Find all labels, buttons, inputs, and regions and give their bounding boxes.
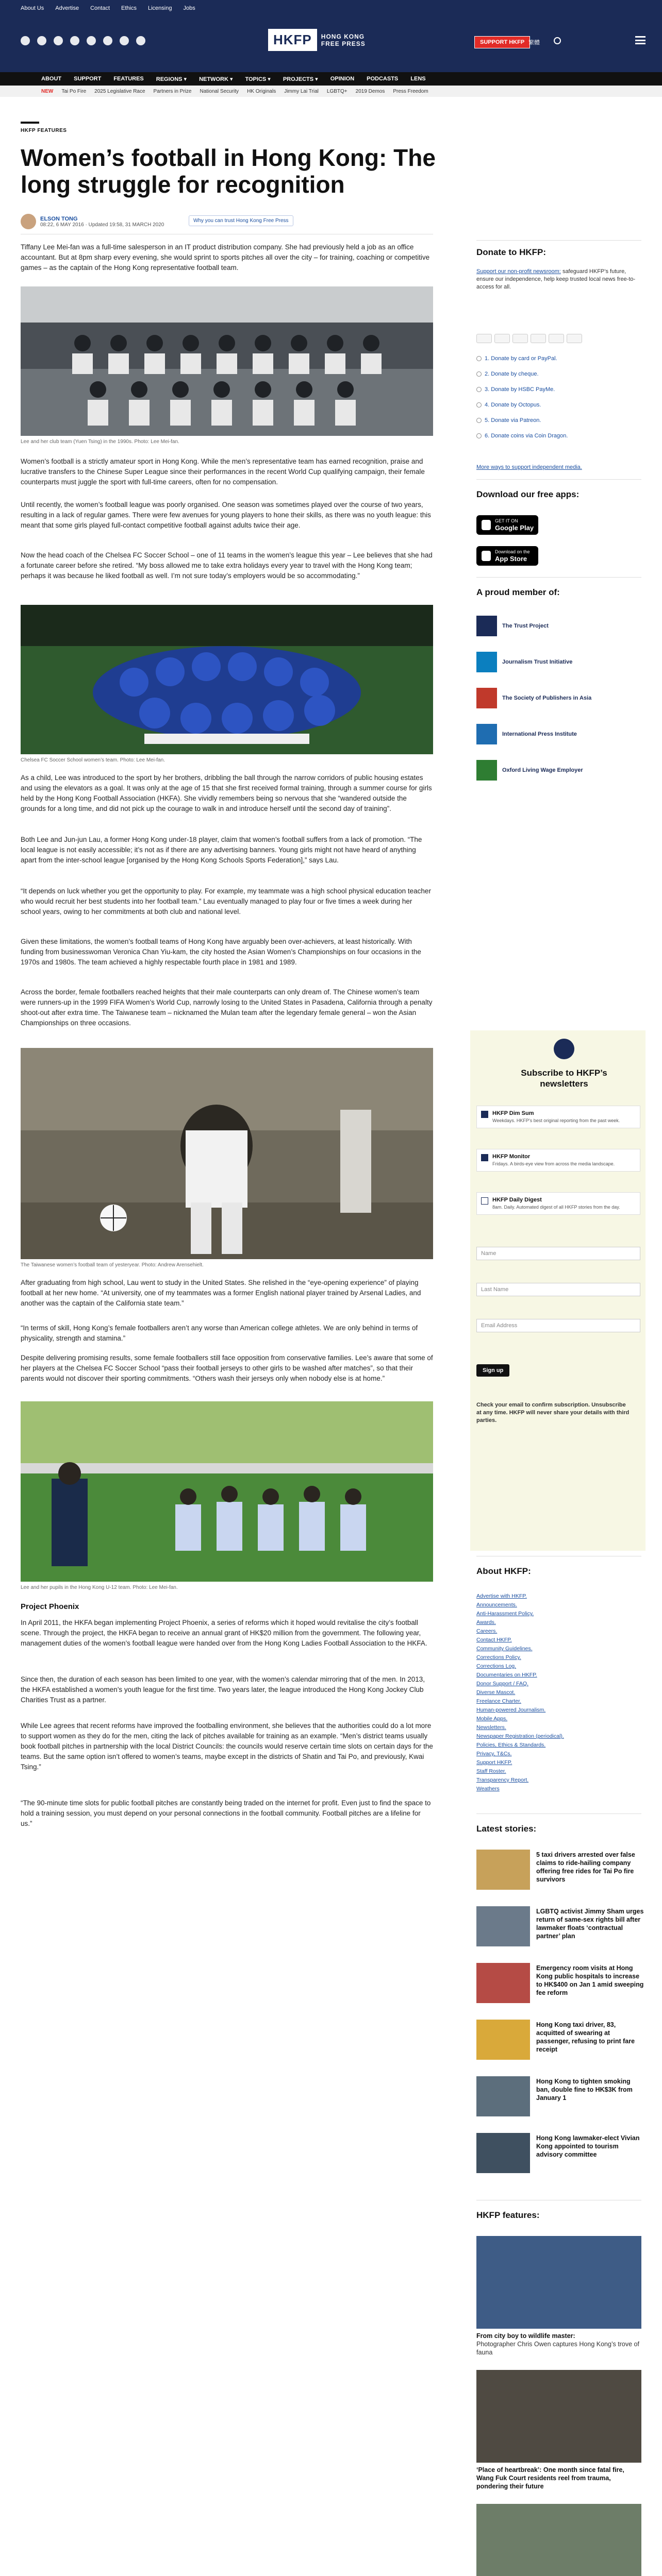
article-headline: Women’s football in Hong Kong: The long struggle for recognition [21,144,436,198]
article-paragraph: Tiffany Lee Mei-fan was a full-time salesperson in an IT product distribution company. She had previously held a job as an office accountant. But at 8pm sharp every evening, she would sprint to sports pitches all over the city – for training, coaching or competitive games – as the captain of the Hong Kong representative football team. [21,243,430,272]
ticker-item[interactable]: LGBTQ+ [326,88,347,94]
trust-project-icon [476,616,497,636]
feature-image [476,2236,641,2329]
article-paragraph: Until recently, the women’s football league was poorly organised. One season was sometimes played over the course of two years, resulting in a lack of regular games. There were few avenues for young players to hone their skills, as there was no youth league: this meant that some girls played full-contact competitive football against adults twice their age. [21,501,431,529]
newsletter-option-desc: Fridays. A birds-eye view from across the media landscape. [492,1161,615,1166]
section-subheading: Project Phoenix [21,1602,79,1611]
publish-date: 08:22, 6 MAY 2016 · Updated 19:58, 31 MARCH 2020 [40,222,164,228]
living-wage-logo[interactable] [476,757,631,783]
story-thumbnail [476,2076,530,2116]
about-link[interactable]: Diverse Mascot. [476,1689,516,1696]
app-store-label: App Store [495,555,527,563]
author-name[interactable]: ELSON TONG [40,215,78,222]
story-title: Hong Kong taxi driver, 83, acquitted of swearing at passenger, refusing to print fare receipt [536,2021,635,2053]
threads-icon[interactable] [70,36,79,45]
name-input[interactable]: Name [476,1247,640,1260]
article-paragraph: Given these limitations, the women’s football teams of Hong Kong have arguably been over-achievers, at least historically. With funding from businesswoman Veronica Chan Yiu-kam, the city hosted the Asian Women’s Championships on four occasions in the 1970s and 1980s. The team achieved a highly respectable fourth place in 1981 and 1989. [21,938,421,966]
published-date: 08:22, 6 MAY 2016 [40,222,84,228]
newsletter-option-digest[interactable] [476,1192,640,1215]
story-thumbnail [476,1963,530,2003]
about-link[interactable]: Transparency Report. [476,1777,529,1783]
payment-methods [476,334,582,343]
about-link[interactable]: Newspaper Registration (periodical). [476,1733,564,1739]
google-play-icon [482,520,491,530]
nav-podcasts[interactable]: PODCASTS [367,76,399,82]
top-link-about[interactable]: About Us [21,5,44,11]
donate-option-label: 2. Donate by cheque. [485,371,539,377]
main-nav [0,72,662,86]
ticker-item[interactable]: 2019 Demos [355,88,385,94]
article-paragraph: As a child, Lee was introduced to the sport by her brothers, dribbling the ball through the narrow corridors of public housing estates and using the elevators as a goal. It was only at the age of 15 that she first received formal training, through a summer course for girls held by the Hong Kong Football Association (HKFA). She vividly remembers being so nervous that she “wandered outside the grounds for a long time, and did not pick up the courage to walk in and introduce herself until the second day of training”. [21,774,432,812]
story-title: Hong Kong lawmaker-elect Vivian Kong appointed to tourism advisory committee [536,2134,640,2158]
top-link-licensing[interactable]: Licensing [148,5,172,11]
newsletter-option-title: HKFP Daily Digest [492,1197,542,1203]
about-link[interactable]: Freelance Charter. [476,1698,521,1704]
donate-blurb-link[interactable]: Support our non-profit newsroom: [476,268,561,275]
amex-icon [512,334,528,343]
feature-image [476,2504,641,2576]
about-link[interactable]: Contact HKFP. [476,1637,512,1643]
latest-story[interactable] [476,1963,647,2009]
nav-about[interactable]: ABOUT [41,76,62,82]
checkbox-checked-icon[interactable] [481,1154,488,1161]
story-title: 5 taxi drivers arrested over false claims to ride-hailing company offering free rides for Tai Po fire survivors [536,1851,635,1883]
about-link[interactable]: Donor Support / FAQ. [476,1681,528,1687]
team-photo-1990s [21,286,433,436]
photo-caption: Lee and her club team (Yuen Tsing) in the 1990s. Photo: Lee Mei-fan. [21,439,179,445]
newsletter-option-desc: Weekdays. HKFP’s best original reporting from the past week. [492,1118,620,1123]
checkbox-checked-icon[interactable] [481,1111,488,1118]
divider [476,479,641,480]
donate-blurb-text: safeguard HKFP’s future, ensure our independence, help keep trusted local news free-to-access for all. [476,268,636,290]
apple-icon [482,551,491,561]
about-link[interactable]: Community Guidelines. [476,1646,533,1652]
ticker-item[interactable]: National Security [200,88,239,94]
story-thumbnail [476,2133,530,2173]
logo-words [321,33,366,47]
top-link-advertise[interactable]: Advertise [55,5,79,11]
story-thumbnail [476,1850,530,1890]
about-link[interactable]: Support HKFP. [476,1759,512,1766]
support-hkfp-button[interactable]: SUPPORT HKFP [474,36,530,48]
photo-caption: The Taiwanese women’s football team of yesteryear. Photo: Andrew Arensehielt. [21,1262,204,1268]
about-link[interactable]: Corrections Log. [476,1663,517,1669]
octopus-icon [476,402,482,408]
donate-option-payme[interactable] [476,386,641,393]
sopa-logo[interactable] [476,685,631,711]
ticker-item[interactable]: HK Originals [247,88,276,94]
about-link[interactable]: Policies, Ethics & Standards. [476,1742,546,1748]
ticker-item[interactable]: Press Freedom [393,88,428,94]
checkbox-unchecked-icon[interactable] [481,1197,488,1205]
jti-icon [476,652,497,672]
kicker-divider [21,122,39,124]
email-input[interactable]: Email Address [476,1319,640,1332]
newsletter-heading: Subscribe to HKFP’s newsletters [521,1068,607,1089]
ticker-item[interactable]: Jimmy Lai Trial [284,88,319,94]
about-link[interactable]: Weathers [476,1786,500,1792]
newsletter-option-desc: 8am. Daily. Automated digest of all HKFP stories from the day. [492,1205,620,1210]
social-links [21,36,145,45]
payme-icon [476,387,482,392]
google-play-button[interactable] [476,515,538,535]
patreon-icon [476,418,482,423]
newsletter-option-title: HKFP Dim Sum [492,1110,534,1116]
newsletter-option-title: HKFP Monitor [492,1154,531,1160]
logo-word-2: FREE PRESS [321,40,366,47]
instagram-icon[interactable] [54,36,63,45]
byline [21,210,164,233]
site-logo[interactable] [268,29,366,51]
story-title: Emergency room visits at Hong Kong public hospitals to increase to HK$400 on Jan 1 amid sweeping fee reform [536,1964,644,1996]
paypal-icon [531,334,546,343]
app-store-button[interactable] [476,546,538,566]
article-paragraph: Both Lee and Jun-jun Lau, a former Hong Kong under-18 player, claim that women’s football suffers from a lack of promotion. “The local league is not easily accessible; it’s not as if there are any advertising banners. Young girls might not have heard of anything apart from the inter-school league [organised by the Hong Kong Schools Sports Federation],” says Lau. [21,836,422,864]
x-twitter-icon[interactable] [37,36,46,45]
taiwanese-team-photo [21,1048,433,1259]
topic-ticker [0,86,662,97]
ticker-item[interactable]: Tai Po Fire [61,88,87,94]
latest-story[interactable] [476,1850,647,1896]
donate-option-patreon[interactable] [476,417,641,423]
about-link[interactable]: Anti-Harassment Policy. [476,1611,534,1617]
jti-logo[interactable] [476,649,631,675]
ipi-icon [476,724,497,744]
language-toggle[interactable]: 繁體 [528,40,540,46]
signup-button[interactable]: Sign up [476,1364,509,1377]
nav-network[interactable]: NETWORK ▾ [199,76,233,82]
member-name: Journalism Trust Initiative [502,659,573,665]
about-link[interactable]: Staff Roster. [476,1768,506,1774]
article-category[interactable]: HKFP FEATURES [21,128,67,133]
donate-heading: Donate to HKFP: [476,247,547,257]
about-heading: About HKFP: [476,1566,531,1576]
photo-caption: Lee and her pupils in the Hong Kong U-12 team. Photo: Lee Mei-fan. [21,1585,178,1590]
why-trust-link[interactable]: Why you can trust Hong Kong Free Press [189,215,293,226]
nav-support[interactable]: SUPPORT [74,76,102,82]
feature-title: From city boy to wildlife master: [476,2332,575,2340]
nav-topics[interactable]: TOPICS ▾ [245,76,271,82]
donate-option-label: 5. Donate via Patreon. [485,417,541,423]
story-title: LGBTQ activist Jimmy Sham urges return of same-sex rights bill after lawmaker floats ‘contractual partner’ plan [536,1908,644,1940]
top-links [21,5,195,11]
nav-opinion[interactable]: OPINION [330,76,355,82]
app-store-small: Download on the [495,549,530,554]
member-name: Oxford Living Wage Employer [502,767,583,773]
story-thumbnail [476,2020,530,2060]
about-link[interactable]: Announcements. [476,1602,517,1608]
logo-word-1: HONG KONG [321,32,365,40]
article-paragraph: “The 90-minute time slots for public football pitches are constantly being traded on the internet for profit. Even just to find the space to hold a training session, you must depend on your personal connections in the football community. Football pitches are a lifeline for us.” [21,1799,431,1827]
about-link[interactable]: Advertise with HKFP. [476,1593,527,1599]
more-ways-link[interactable] [476,464,641,471]
member-heading: A proud member of: [476,587,560,597]
donate-option-label: 4. Donate by Octopus. [485,402,541,408]
ticker-item[interactable]: 2025 Legislative Race [94,88,145,94]
card-icon [476,356,482,361]
rss-icon[interactable] [136,36,145,45]
nav-regions[interactable]: REGIONS ▾ [156,76,187,82]
mastercard-icon [494,334,510,343]
ticker-new-label: NEW [41,88,54,94]
member-name: The Society of Publishers in Asia [502,695,592,701]
latest-story[interactable] [476,2076,647,2123]
telegram-icon[interactable] [103,36,112,45]
article-paragraph: “It depends on luck whether you get the opportunity to play. For example, my teammate was a high school physical education teacher who would recruit her best students into her football team.” Lau eventually managed to play four or five times a week during her school years, owing to her commitments at both club and national level. [21,887,431,916]
apps-heading: Download our free apps: [476,489,580,499]
facebook-icon[interactable] [21,36,30,45]
feature-image [476,2370,641,2463]
google-play-label: Google Play [495,524,534,532]
article-paragraph: In April 2011, the HKFA began implementing Project Phoenix, a series of reforms which it hoped would revitalise the city’s football scene. Through the project, the HKFA began to receive an annual grant of HK$20 million from the government. The following year, management duties of the women’s football league were handed over from the Hong Kong Ladies Football Association to the HKFA. [21,1619,427,1647]
feature-story[interactable] [476,2504,641,2576]
donate-blurb [476,268,641,291]
article-paragraph: “In terms of skill, Hong Kong’s female footballers aren’t any worse than American college athletes. We are only behind in terms of physicality, strength and stamina.” [21,1324,418,1342]
u12-team-photo [21,1401,433,1582]
latest-story[interactable] [476,2020,647,2066]
latest-heading: Latest stories: [476,1824,537,1834]
about-link[interactable]: Corrections Policy. [476,1654,521,1660]
latest-story[interactable] [476,1906,647,1953]
feature-subtitle: Photographer Chris Owen captures Hong Kong’s trove of fauna [476,2341,639,2356]
story-thumbnail [476,1906,530,1946]
about-link[interactable]: Mobile Apps. [476,1716,508,1722]
about-link[interactable]: Documentaries on HKFP. [476,1672,537,1678]
coin-icon [476,433,482,438]
story-title: Hong Kong to tighten smoking ban, double fine to HK$3K from January 1 [536,2078,633,2102]
about-link[interactable]: Human-powered Journalism. [476,1707,546,1713]
article-paragraph: Women’s football is a strictly amateur sport in Hong Kong. While the men’s representative team has earned recognition, praise and lucrative transfers to the Chinese Super League since their performances in the recent World Cup qualifying campaign, their female counterparts must juggle the sport with full-time careers, often for no compensation. [21,457,425,486]
article-paragraph: Across the border, female footballers reached heights that their male counterparts can only dream of. The Chinese women’s team were runners-up in the 1999 FIFA Women’s World Cup, narrowly losing to the United States in Pasadena, California through a penalty shoot-out after extra time. The Taiwanese team – nicknamed the Mulan team after the legendary female general – won the Asian Championships on three occasions. [21,988,433,1027]
nav-features[interactable]: FEATURES [113,76,144,82]
linkedin-icon[interactable] [120,36,129,45]
photo-caption: Chelsea FC Soccer School women’s team. Photo: Lee Mei-fan. [21,757,165,763]
visa-icon [476,334,492,343]
features-heading: HKFP features: [476,2210,540,2220]
article-paragraph: Despite delivering promising results, some female footballers still face opposition from conservative families. Lee’s aware that some of her players at the Chelsea FC Soccer School “pass their football jerseys to other girls to be washed after matches”, so that their parents would not discover their sporting commitments. “Others wash their jerseys only when nobody else is at home.” [21,1354,433,1382]
feature-story[interactable] [476,2236,641,2357]
living-wage-icon [476,760,497,781]
applepay-icon [549,334,564,343]
article-paragraph: Since then, the duration of each season has been limited to one year, with the women’s calendar mirroring that of the men. In 2013, the HKFA established a women’s youth league for the first time. Two years later, the league introduced the Hong Kong Jockey Club Charities Trust as a partner. [21,1675,425,1704]
top-link-jobs[interactable]: Jobs [183,5,195,11]
about-link[interactable]: Awards. [476,1619,496,1625]
newsletter-note: Check your email to confirm subscription. Unsubscribe at any time. HKFP will never share your details with third parties. [476,1402,630,1423]
trust-project-logo[interactable] [476,613,631,639]
about-links [476,1592,641,1793]
youtube-icon[interactable] [87,36,96,45]
latest-story[interactable] [476,2133,647,2179]
ticker-item[interactable]: Partners in Prize [153,88,192,94]
donate-option-card[interactable] [476,355,641,362]
hamburger-menu-icon[interactable] [635,36,646,44]
donate-option-label: 3. Donate by HSBC PayMe. [485,386,555,393]
nav-projects[interactable]: PROJECTS ▾ [283,76,318,82]
article-paragraph: While Lee agrees that recent reforms have improved the footballing environment, she believes that the authorities could do a lot more to support women as they do for the men, citing the lack of pitches available for training as an example. “Men’s district teams usually book football pitches in partnership with the local District Councils: the councils would reserve certain time slots on certain days for the teams. But the same option isn’t offered to women’s teams, maybe except in the districts of Shatin and Tai Po, and previously, Kwai Tsing.” [21,1722,433,1771]
nav-lens[interactable]: LENS [410,76,426,82]
updated-date: Updated 19:58, 31 MARCH 2020 [88,222,164,228]
newsletter-icon [554,1039,574,1059]
top-bar [0,0,662,72]
feature-story[interactable] [476,2370,641,2490]
author-avatar [21,214,36,229]
top-link-contact[interactable]: Contact [90,5,110,11]
top-link-ethics[interactable]: Ethics [121,5,137,11]
divider [476,577,641,578]
chelsea-team-photo [21,605,433,754]
donate-option-label: 6. Donate coins via Coin Dragon. [485,433,568,439]
article-paragraph: Now the head coach of the Chelsea FC Soccer School – one of 11 teams in the women’s league this year – Lee believes that she had a fortunate career before she retired. “My boss allowed me to take extra holidays every year to travel with the Hong Kong team; perhaps it was because he liked football as well. I’m not sure today’s employers would be so accommodating.” [21,551,433,580]
member-name: The Trust Project [502,623,549,629]
donate-option-cheque[interactable] [476,371,641,377]
article-paragraph: After graduating from high school, Lau went to study in the United States. She relished in the “eye-opening experience” of playing football at her new home. “At university, one of my teammates was a former English national player trained by Arsenal Ladies, and another was the captain of the California state team.” [21,1279,421,1307]
feature-title: ‘Place of heartbreak’: One month since fatal fire, Wang Fuk Court residents reel from trauma, pondering their future [476,2466,624,2490]
google-play-small: GET IT ON [495,518,518,523]
divider [476,240,641,241]
about-link[interactable]: Careers. [476,1628,498,1634]
member-name: International Press Institute [502,731,577,737]
cheque-icon [476,371,482,377]
ipi-logo[interactable] [476,721,631,747]
more-ways-label: More ways to support independent media. [476,464,582,470]
donate-option-label: 1. Donate by card or PayPal. [485,355,557,362]
donate-option-octopus[interactable] [476,402,641,408]
donate-option-coins[interactable] [476,433,641,439]
about-link[interactable]: Newsletters. [476,1724,506,1731]
newsletter-option-dimsum[interactable] [476,1106,640,1128]
googlepay-icon [567,334,582,343]
sopa-icon [476,688,497,708]
logo-mark: HKFP [268,29,317,51]
newsletter-option-monitor[interactable] [476,1149,640,1172]
last-name-input[interactable]: Last Name [476,1283,640,1296]
about-link[interactable]: Privacy, T&Cs. [476,1751,512,1757]
search-icon[interactable] [554,37,561,44]
